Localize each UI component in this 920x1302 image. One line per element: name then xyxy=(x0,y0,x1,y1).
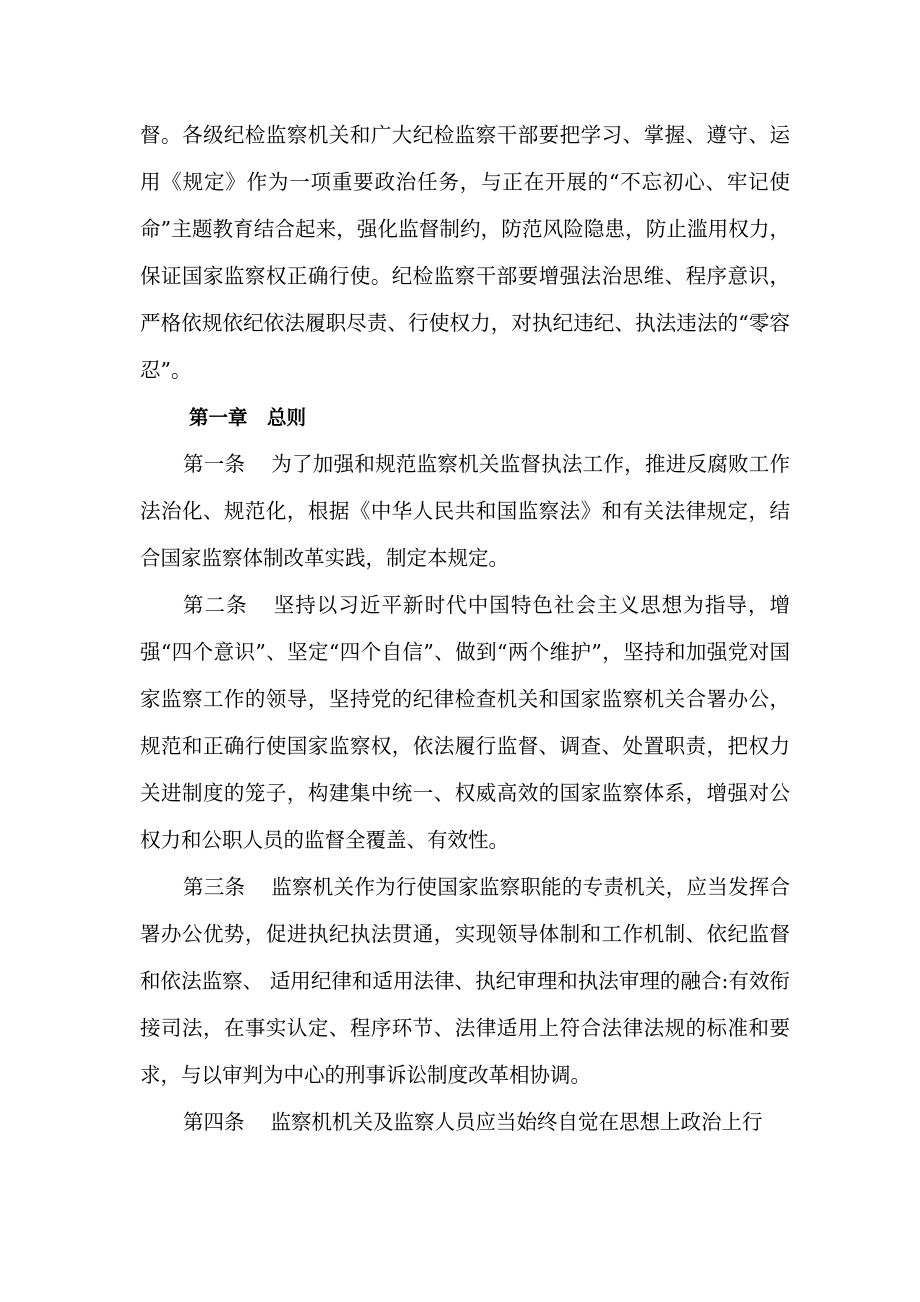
article-4-text: 监察机机关及监察人员应当始终自觉在思想上政治上行 xyxy=(270,1110,763,1134)
article-1 xyxy=(140,441,790,582)
article-4-number: 第四条 xyxy=(183,1110,245,1134)
article-3-text: 监察机关作为行使国家监察职能的专责机关，应当发挥合署办公优势，促进执纪执法贯通，实现领导体制和工作机制、依纪监督和依法监察、 适用纪律和适用法律、执纪审理和执法审理的融合:有效衔接司法，在事实认定、程序环节、法律适用上符合法律法规的标准和要求，与以审判为中心的刑事诉讼制度改革相协调。 xyxy=(140,875,791,1087)
article-2-text: 坚持以习近平新时代中国特色社会主义思想为指导，增强“四个意识”、坚定“四个自信”、做到“两个维护”，坚持和加强党对国家监察工作的领导，坚持党的纪律检查机关和国家监察机关合署办公，规范和正确行使国家监察权，依法履行监督、调查、处置职责，把权力关进制度的笼子，构建集中统一、权威高效的国家监察体系，增强对公权力和公职人员的监督全覆盖、有效性。 xyxy=(140,593,791,852)
article-2-number: 第二条 xyxy=(183,593,248,617)
article-4 xyxy=(140,1099,790,1146)
article-1-text: 为了加强和规范监察机关监督执法工作，推进反腐败工作法治化、规范化，根据《中华人民共和国监察法》和有关法律规定，结合国家监察体制改革实践，制定本规定。 xyxy=(140,452,791,570)
document-body xyxy=(140,112,790,1146)
chapter-heading: 第一章 总则 xyxy=(189,406,307,429)
article-3-number: 第三条 xyxy=(183,875,246,899)
article-2 xyxy=(140,582,790,864)
article-1-number: 第一条 xyxy=(183,452,246,476)
article-3 xyxy=(140,864,790,1099)
intro-paragraph: 督。各级纪检监察机关和广大纪检监察干部要把学习、掌握、遵守、运用《规定》作为一项重要政治任务，与正在开展的“不忘初心、牢记使命”主题教育结合起来，强化监督制约，防范风险隐患，防止滥用权力，保证国家监察权正确行使。纪检监察干部要增强法治思维、程序意识，严格依规依纪依法履职尽责、行使权力，对执纪违纪、执法违法的“零容忍”。 xyxy=(140,123,790,382)
